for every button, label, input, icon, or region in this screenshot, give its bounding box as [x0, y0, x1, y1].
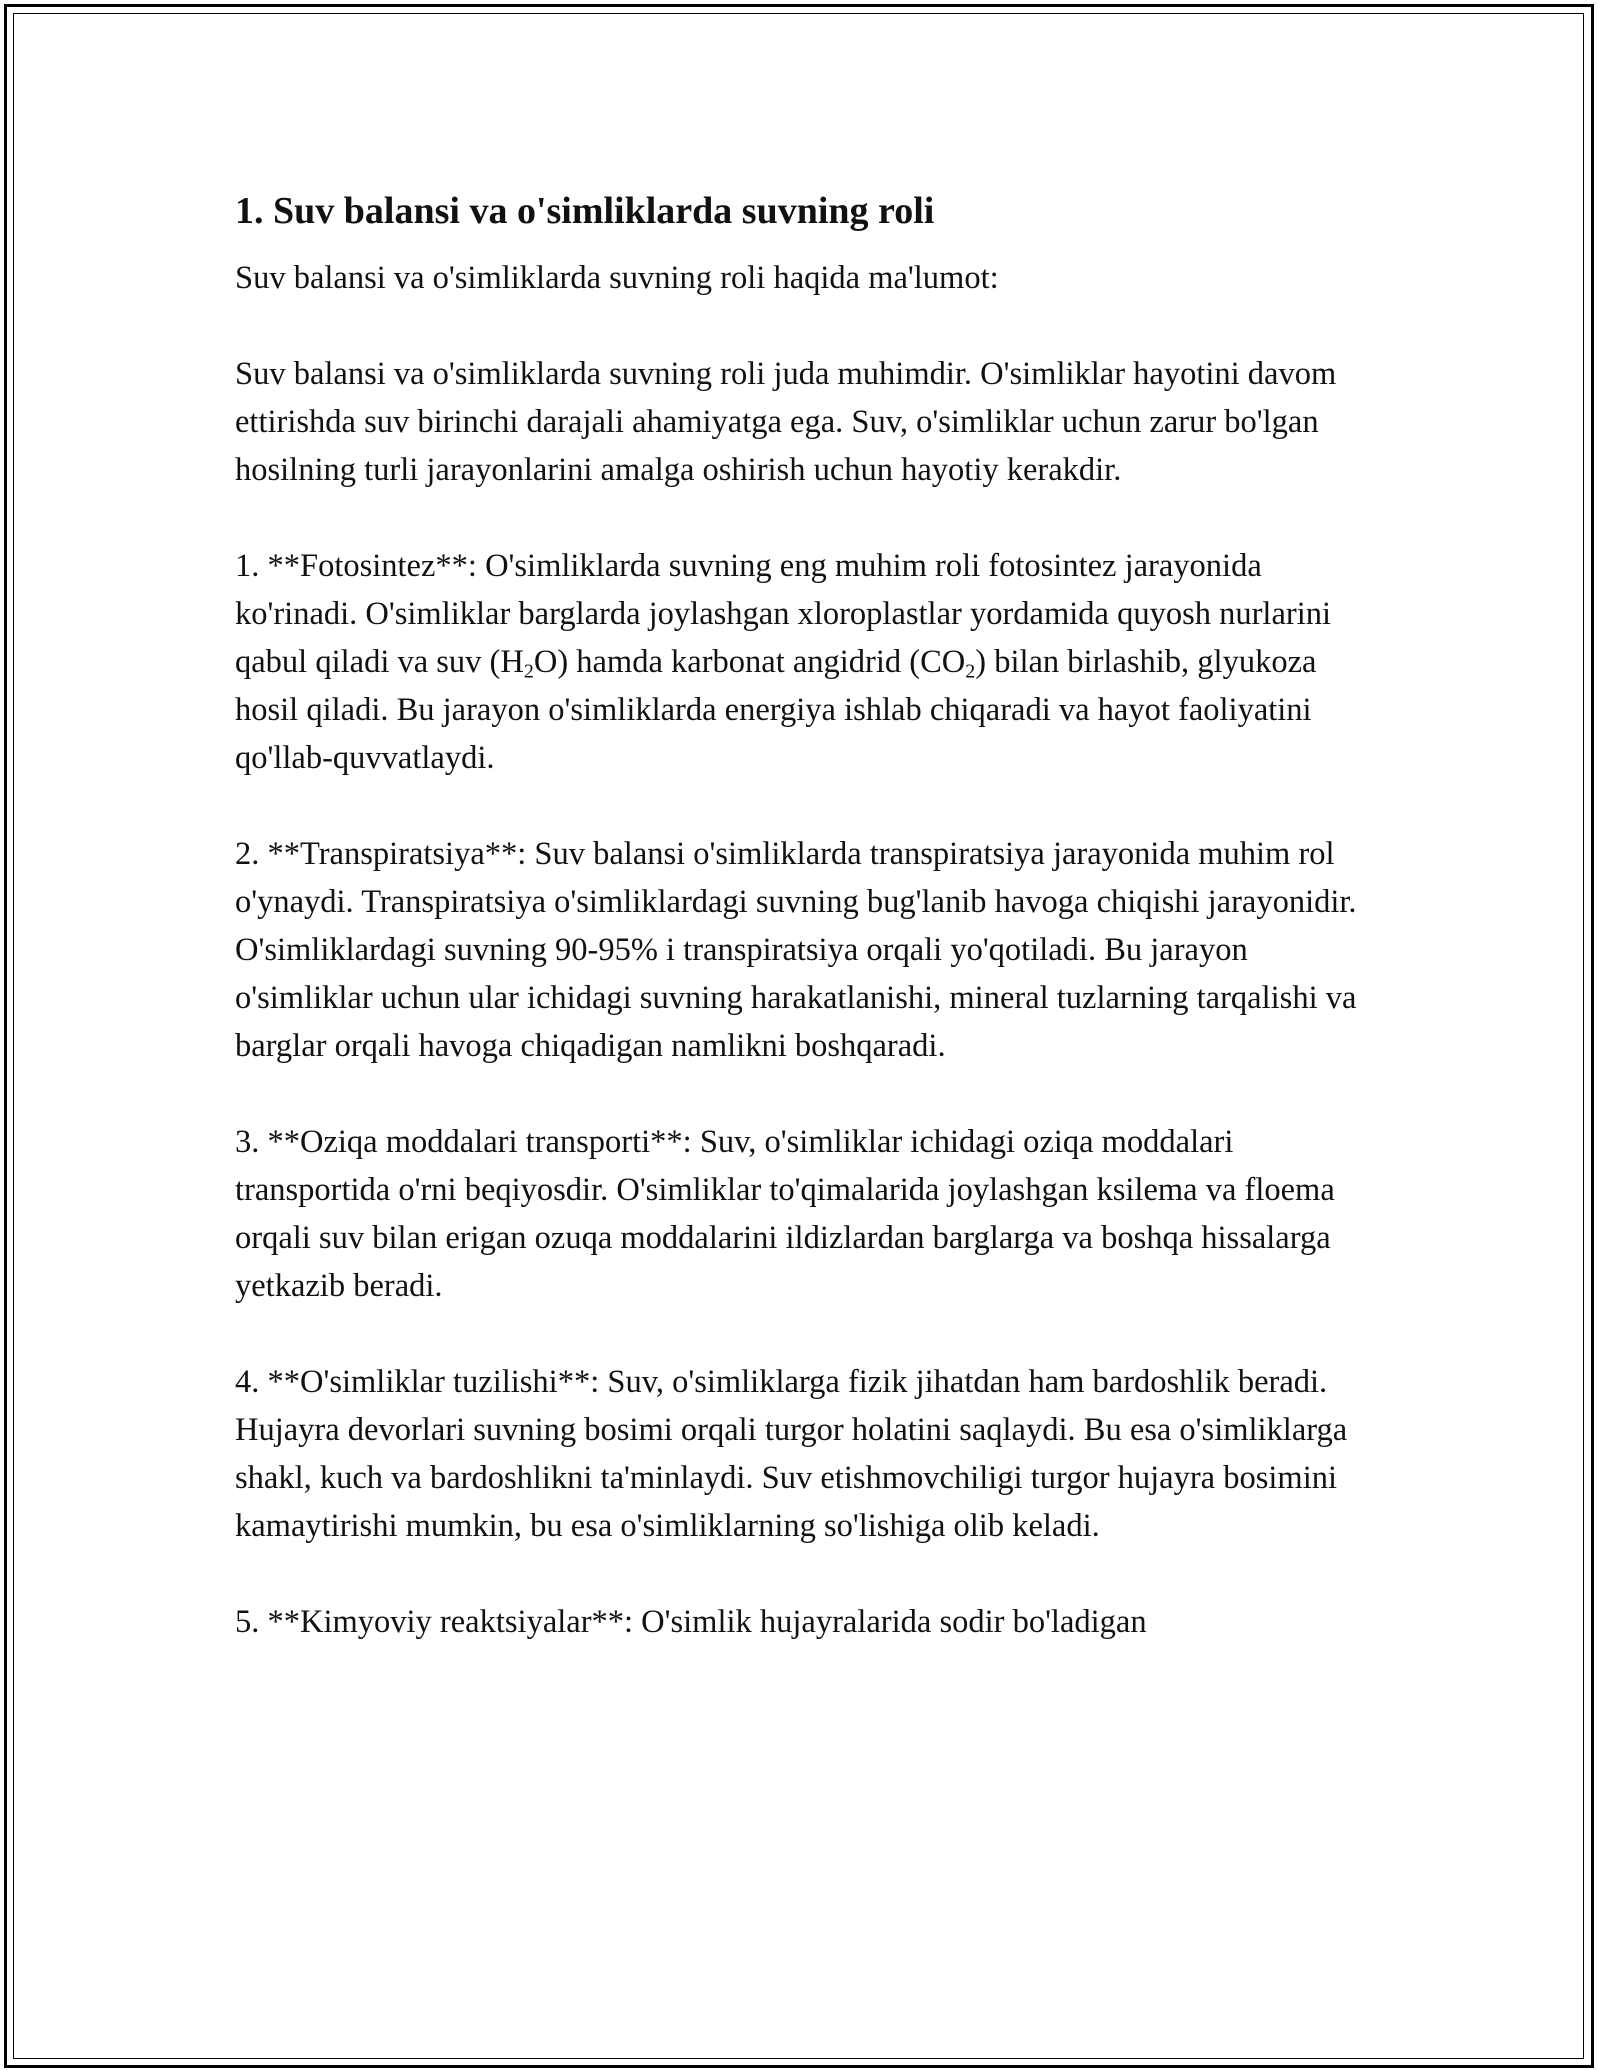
- list-item-transpiratsiya: 2. **Transpiratsiya**: Suv balansi o'simliklarda transpiratsiya jarayonida muhim rol o'ynaydi. Transpiratsiya o'simliklardagi suvning bug'lanib havoga chiqishi jarayonidir. O'simliklardagi suvning 90-95% i transpiratsiya orqali yo'qotiladi. Bu jarayon o'simliklar uchun ular ichidagi suvning harakatlanishi, mineral tuzlarning tarqalishi va barglar orqali havoga chiqadigan namlikni boshqaradi.: [235, 836, 1357, 1064]
- list-item-kimyoviy-reaktsiyalar: 5. **Kimyoviy reaktsiyalar**: O'simlik hujayralarida sodir bo'ladigan: [235, 1604, 1147, 1640]
- fotosintez-text-2: O) hamda karbonat angidrid (CO: [533, 644, 966, 680]
- co2-subscript: 2: [965, 660, 976, 683]
- page-title: 1. Suv balansi va o'simliklarda suvning roli: [235, 190, 935, 232]
- document-body: [235, 186, 1375, 1694]
- intro-paragraph: Suv balansi va o'simliklarda suvning roli haqida ma'lumot:: [235, 260, 999, 296]
- list-item-fotosintez: [235, 542, 1375, 782]
- fotosintez-text-1: 1. **Fotosintez**: O'simliklarda suvning eng muhim roli fotosintez jarayonida ko'rinadi. O'simliklar barglarda joylashgan xloroplastlar yordamida quyosh nurlarini qabul qiladi va suv (H: [235, 548, 1332, 680]
- h2o-subscript: 2: [523, 660, 534, 683]
- list-item-oziqa-transporti: 3. **Oziqa moddalari transporti**: Suv, o'simliklar ichidagi oziqa moddalari transportida o'rni beqiyosdir. O'simliklar to'qimalarida joylashgan ksilema va floema orqali suv bilan erigan ozuqa moddalarini ildizlardan barglarga va boshqa hissalarga yetkazib beradi.: [235, 1124, 1335, 1304]
- overview-paragraph: Suv balansi va o'simliklarda suvning roli juda muhimdir. O'simliklar hayotini davom ettirishda suv birinchi darajali ahamiyatga ega. Suv, o'simliklar uchun zarur bo'lgan hosilning turli jarayonlarini amalga oshirish uchun hayotiy kerakdir.: [235, 356, 1337, 488]
- list-item-tuzilishi: 4. **O'simliklar tuzilishi**: Suv, o'simliklarga fizik jihatdan ham bardoshlik beradi. Hujayra devorlari suvning bosimi orqali turgor holatini saqlaydi. Bu esa o'simliklarga shakl, kuch va bardoshlikni ta'minlaydi. Suv etishmovchiligi turgor hujayra bosimini kamaytirishi mumkin, bu esa o'simliklarning so'lishiga olib keladi.: [235, 1364, 1348, 1544]
- fotosintez-text-3: ) bilan birlashib, glyukoza hosil qiladi. Bu jarayon o'simliklarda energiya ishlab chiqaradi va hayot faoliyatini qo'llab-quvvatlaydi.: [235, 644, 1317, 776]
